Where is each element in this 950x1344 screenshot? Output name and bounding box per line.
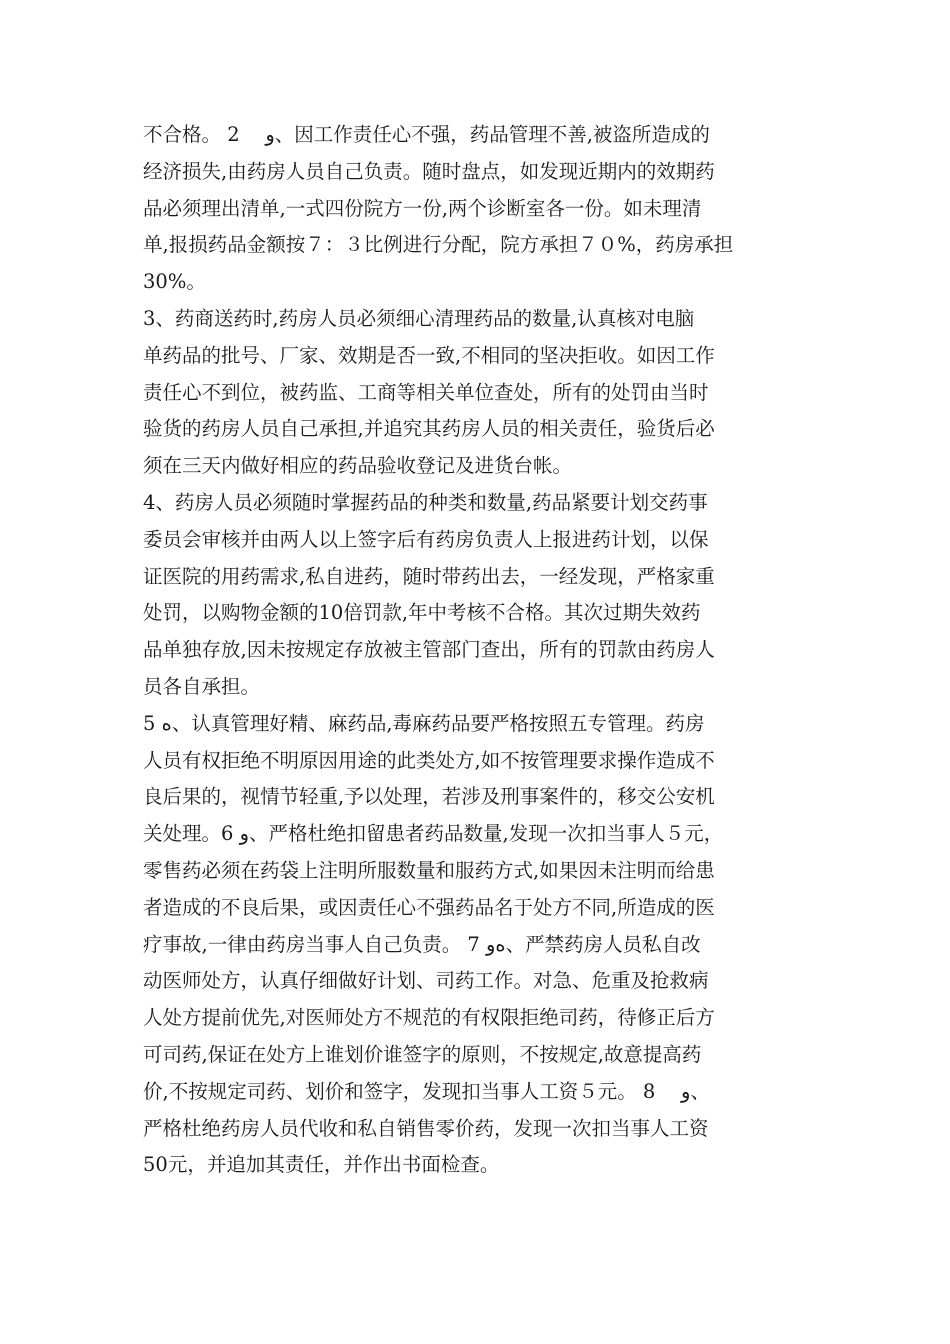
text-line: 50元，并追加其责任，并作出书面检查。 <box>143 1153 500 1177</box>
text-line: 30%。 <box>143 270 206 294</box>
text-line: 零售药必须在药袋上注明所服数量和服药方式,如果因未注明而给患 <box>143 858 715 882</box>
text-line: 疗事故,一律由药房当事人自己负责。 7 ﻩﻭ、严禁药房人员私自改 <box>143 932 701 956</box>
text-line: 品单独存放,因未按规定存放被主管部门查出，所有的罚款由药房人 <box>143 638 715 662</box>
text-line: 人员有权拒绝不明原因用途的此类处方,如不按管理要求操作造成不 <box>143 748 715 772</box>
text-line: 委员会审核并由两人以上签字后有药房负责人上报进药计划，以保 <box>143 527 709 551</box>
text-line: 者造成的不良后果，或因责任心不强药品名于处方不同,所造成的医 <box>143 895 715 919</box>
text-line: 经济损失,由药房人员自己负责。随时盘点，如发现近期内的效期药 <box>143 159 715 183</box>
text-line: 品必须理出清单,一式四份院方一份,两个诊断室各一份。如未理清 <box>143 196 702 220</box>
text-line: 单药品的批号、厂家、效期是否一致,不相同的坚决拒收。如因工作 <box>143 343 715 367</box>
document-body <box>143 117 823 1184</box>
text-line: 5 ﻩ、认真管理好精、麻药品,毒麻药品要严格按照五专管理。药房 <box>143 711 705 735</box>
text-line: 4、药房人员必须随时掌握药品的种类和数量,药品紧要计划交药事 <box>143 490 708 514</box>
text-line: 关处理。6 ﻭ、严格杜绝扣留患者药品数量,发现一次扣当事人５元， <box>143 822 724 846</box>
text-line: 可司药,保证在处方上谁划价谁签字的原则，不按规定,故意提高药 <box>143 1042 702 1066</box>
text-line: 责任心不到位，被药监、工商等相关单位查处，所有的处罚由当时 <box>143 380 709 404</box>
text-line: 良后果的，视情节轻重,予以处理，若涉及刑事案件的，移交公安机 <box>143 785 715 809</box>
text-line: 证医院的用药需求,私自进药，随时带药出去，一经发现，严格家重 <box>143 564 715 588</box>
text-line: 人处方提前优先,对医师处方不规范的有权限拒绝司药，待修正后方 <box>143 1006 715 1030</box>
text-line: 验货的药房人员自己承担,并追究其药房人员的相关责任，验货后必 <box>143 417 715 441</box>
text-line: 处罚，以购物金额的10倍罚款,年中考核不合格。其次过期失效药 <box>143 601 701 625</box>
text-line: 员各自承担。 <box>143 674 261 698</box>
text-line: 严格杜绝药房人员代收和私自销售零价药，发现一次扣当事人工资 <box>143 1116 709 1140</box>
text-line: 价,不按规定司药、划价和签字，发现扣当事人工资５元。 8 ﻭ、 <box>143 1079 710 1103</box>
text-line: 不合格。 2 ﻭ、因工作责任心不强，药品管理不善,被盗所造成的 <box>143 123 710 146</box>
text-line: 动医师处方，认真仔细做好计划、司药工作。对急、危重及抢救病 <box>143 969 709 993</box>
text-line: 单,报损药品金额按７：３比例进行分配，院方承担７０%，药房承担 <box>143 233 734 257</box>
text-line: 3、药商送药时,药房人员必须细心清理药品的数量,认真核对电脑 <box>143 306 695 330</box>
text-line: 须在三天内做好相应的药品验收登记及进货台帐。 <box>143 454 573 478</box>
